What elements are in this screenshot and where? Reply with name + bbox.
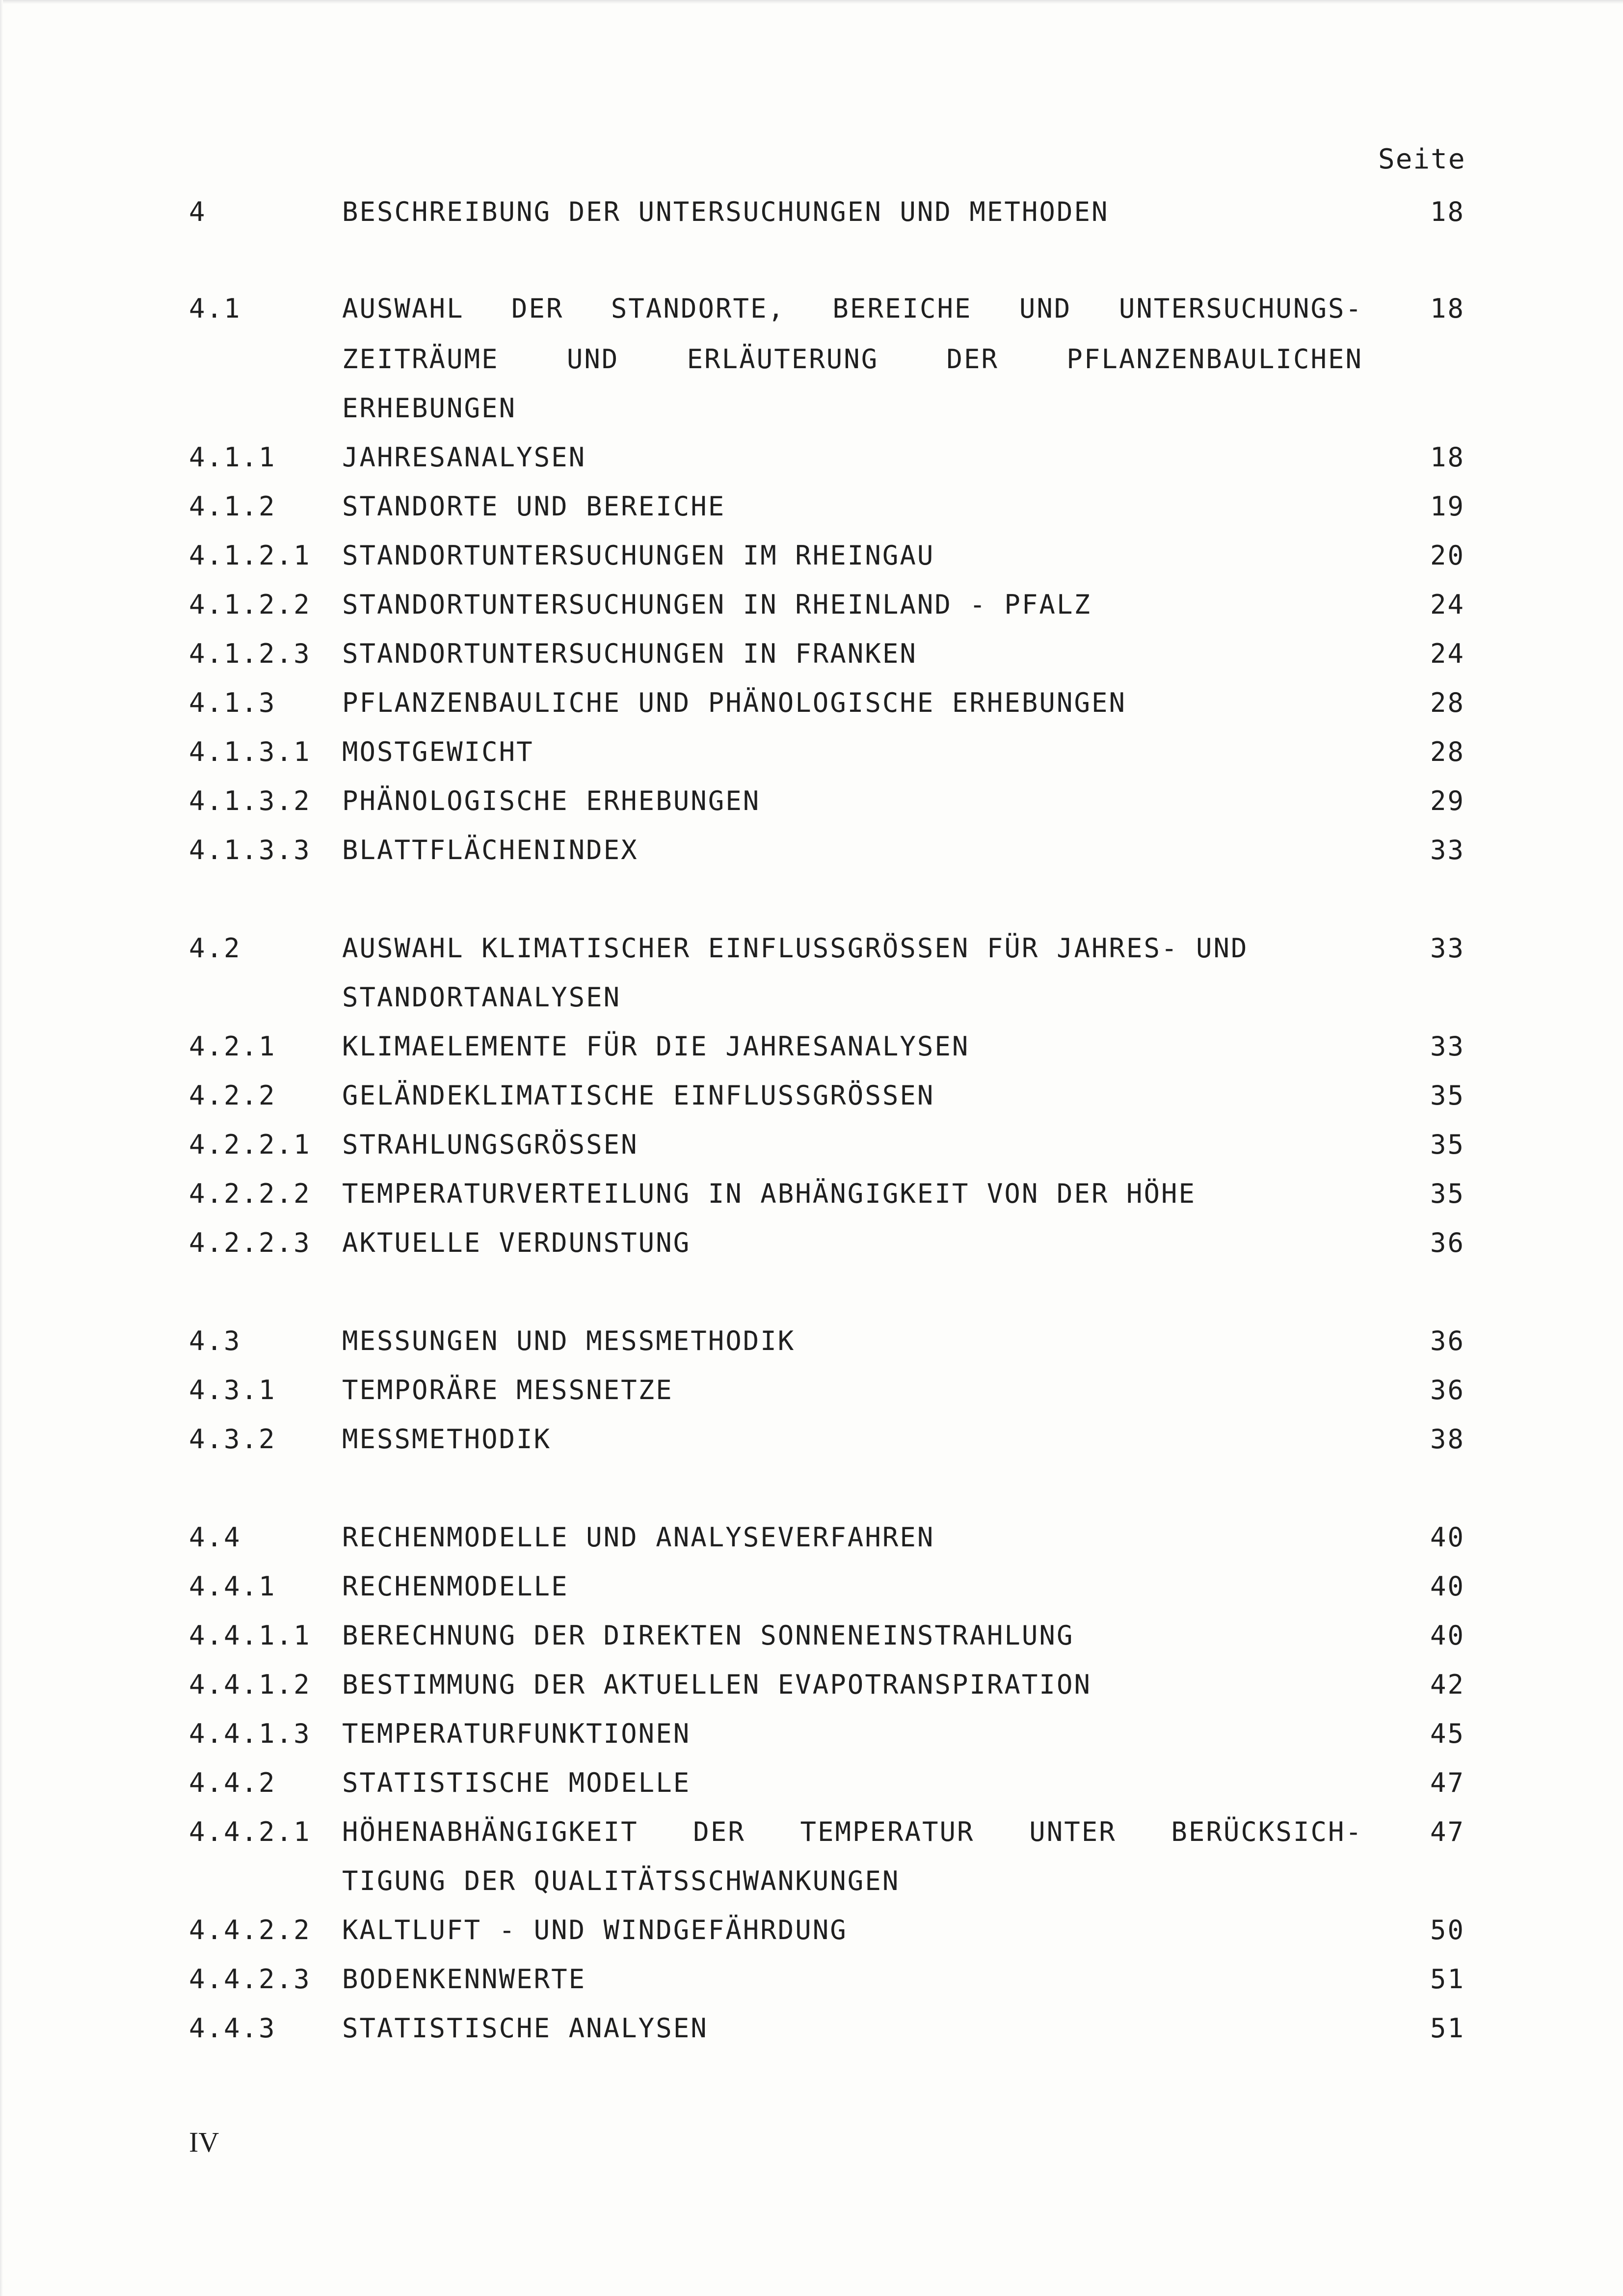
toc-entry [0,785,1623,831]
toc-section-number: 4 [189,196,207,227]
toc-section-number: 4.2.1 [189,1031,276,1062]
toc-page-number: 35 [1430,1129,1465,1160]
toc-page-number: 51 [1430,1964,1465,1995]
toc-section-title: KLIMAELEMENTE FÜR DIE JAHRESANALYSEN [342,1031,970,1062]
toc-section-title: PHÄNOLOGISCHE ERHEBUNGEN [342,785,761,816]
toc-entry [0,1718,1623,1763]
toc-entry [0,1227,1623,1272]
toc-section-title: STATISTISCHE ANALYSEN [342,2013,708,2044]
toc-section-number: 4.4.1.3 [189,1718,311,1749]
toc-entry [0,1424,1623,1469]
page-column-label: Seite [1378,143,1466,175]
footer-page-number: IV [189,2126,219,2158]
toc-section-title: BLATTFLÄCHENINDEX [342,835,639,865]
toc-entry [0,933,1623,978]
toc-page-number: 33 [1430,933,1465,964]
toc-page-number: 33 [1430,1031,1465,1062]
toc-section-title: MESSMETHODIK [342,1424,552,1455]
toc-entry [0,344,1623,389]
toc-entry [0,1915,1623,1960]
toc-page-number: 47 [1430,1816,1465,1847]
toc-page-number: 18 [1430,293,1465,324]
toc-section-title: BODENKENNWERTE [342,1964,586,1995]
toc-section-title: BESTIMMUNG DER AKTUELLEN EVAPOTRANSPIRATION [342,1669,1091,1700]
toc-entry [0,589,1623,634]
toc-page-number: 36 [1430,1375,1465,1405]
toc-page-number: 40 [1430,1620,1465,1651]
toc-section-number: 4.4.2 [189,1767,276,1798]
toc-page-number: 50 [1430,1915,1465,1945]
toc-section-number: 4.1.1 [189,442,276,473]
toc-page-number: 36 [1430,1325,1465,1356]
toc-section-number: 4.2 [189,933,241,964]
toc-entry [0,1571,1623,1616]
toc-page-number: 18 [1430,196,1465,227]
toc-entry [0,1964,1623,2009]
toc-section-title: AKTUELLE VERDUNSTUNG [342,1227,691,1258]
toc-section-number: 4.1.3.2 [189,785,311,816]
toc-section-title: STATISTISCHE MODELLE [342,1767,691,1798]
toc-entry [0,540,1623,585]
toc-section-number: 4.4.1 [189,1571,276,1602]
toc-section-title: KALTLUFT - UND WINDGEFÄHRDUNG [342,1915,848,1945]
toc-page-number: 29 [1430,785,1465,816]
toc-entry [0,1522,1623,1567]
toc-entry [0,1767,1623,1812]
toc-page-number: 42 [1430,1669,1465,1700]
toc-entry [0,1031,1623,1076]
toc-entry [0,638,1623,683]
toc-section-title: TEMPORÄRE MESSNETZE [342,1375,673,1405]
toc-section-number: 4.1.2 [189,491,276,522]
toc-section-title: BESCHREIBUNG DER UNTERSUCHUNGEN UND METHODEN [342,196,1109,227]
toc-page-number: 18 [1430,442,1465,473]
toc-section-title: STANDORTUNTERSUCHUNGEN IN FRANKEN [342,638,917,669]
toc-page-number: 20 [1430,540,1465,571]
toc-section-number: 4.1.3.3 [189,835,311,865]
toc-entry [0,1620,1623,1665]
toc-section-number: 4.2.2.2 [189,1178,311,1209]
toc-entry [0,1325,1623,1371]
toc-section-title: AUSWAHL KLIMATISCHER EINFLUSSGRÖSSEN FÜR JAHRES- UND [342,933,1249,964]
toc-section-number: 4.4.2.3 [189,1964,311,1995]
toc-section-title: BERECHNUNG DER DIREKTEN SONNENEINSTRAHLUNG [342,1620,1074,1651]
toc-page-number: 51 [1430,2013,1465,2044]
toc-section-title: RECHENMODELLE [342,1571,569,1602]
toc-section-number: 4.1.3.1 [189,736,311,767]
toc-entry [0,835,1623,880]
toc-section-title: STANDORTANALYSEN [342,982,621,1013]
toc-section-title: STANDORTUNTERSUCHUNGEN IN RHEINLAND - PFALZ [342,589,1091,620]
toc-section-title: STANDORTE UND BEREICHE [342,491,726,522]
toc-section-title: STANDORTUNTERSUCHUNGEN IM RHEINGAU [342,540,935,571]
toc-section-number: 4.1 [189,293,241,324]
toc-entry [0,1375,1623,1420]
toc-page-number: 24 [1430,638,1465,669]
toc-section-title: GELÄNDEKLIMATISCHE EINFLUSSGRÖSSEN [342,1080,935,1111]
toc-entry [0,1178,1623,1223]
toc-entry [0,442,1623,487]
toc-page-number: 33 [1430,835,1465,865]
toc-section-title: JAHRESANALYSEN [342,442,586,473]
toc-page-number: 28 [1430,687,1465,718]
toc-entry [0,393,1623,438]
toc-entry [0,687,1623,732]
toc-section-number: 4.3 [189,1325,241,1356]
toc-page-number: 40 [1430,1522,1465,1553]
toc-section-number: 4.4.1.2 [189,1669,311,1700]
toc-section-title: AUSWAHL DER STANDORTE, BEREICHE UND UNTERSUCHUNGS- [342,293,1363,324]
toc-page-number: 35 [1430,1178,1465,1209]
toc-section-number: 4.4 [189,1522,241,1553]
toc-section-number: 4.4.2.1 [189,1816,311,1847]
toc-entry [0,491,1623,536]
toc-page-number: 38 [1430,1424,1465,1455]
toc-section-number: 4.2.2 [189,1080,276,1111]
toc-entry [0,1865,1623,1911]
toc-section-title: STRAHLUNGSGRÖSSEN [342,1129,639,1160]
toc-entry [0,1669,1623,1714]
toc-section-title: HÖHENABHÄNGIGKEIT DER TEMPERATUR UNTER BERÜCKSICH- [342,1816,1363,1847]
toc-entry [0,1129,1623,1174]
toc-section-number: 4.1.2.1 [189,540,311,571]
toc-page-number: 28 [1430,736,1465,767]
toc-section-title: TEMPERATURFUNKTIONEN [342,1718,691,1749]
toc-section-number: 4.3.1 [189,1375,276,1405]
toc-page-number: 45 [1430,1718,1465,1749]
toc-section-title: TEMPERATURVERTEILUNG IN ABHÄNGIGKEIT VON DER HÖHE [342,1178,1197,1209]
toc-page-number: 47 [1430,1767,1465,1798]
toc-section-number: 4.4.3 [189,2013,276,2044]
toc-section-number: 4.4.2.2 [189,1915,311,1945]
toc-section-number: 4.1.3 [189,687,276,718]
toc-section-title: ERHEBUNGEN [342,393,517,424]
toc-page-number: 19 [1430,491,1465,522]
toc-entry [0,196,1623,242]
toc-section-title: PFLANZENBAULICHE UND PHÄNOLOGISCHE ERHEBUNGEN [342,687,1126,718]
toc-section-title: MOSTGEWICHT [342,736,534,767]
toc-section-number: 4.1.2.3 [189,638,311,669]
toc-section-number: 4.2.2.3 [189,1227,311,1258]
toc-section-number: 4.2.2.1 [189,1129,311,1160]
toc-entry [0,982,1623,1027]
toc-section-title: MESSUNGEN UND MESSMETHODIK [342,1325,796,1356]
toc-section-number: 4.3.2 [189,1424,276,1455]
toc-section-number: 4.4.1.1 [189,1620,311,1651]
toc-page-number: 24 [1430,589,1465,620]
toc-entry [0,1816,1623,1862]
toc-page-number: 40 [1430,1571,1465,1602]
toc-entry [0,736,1623,782]
toc-page-number: 35 [1430,1080,1465,1111]
toc-entry [0,2013,1623,2058]
toc-section-title: RECHENMODELLE UND ANALYSEVERFAHREN [342,1522,935,1553]
toc-section-title: TIGUNG DER QUALITÄTSSCHWANKUNGEN [342,1865,900,1896]
toc-entry [0,1080,1623,1125]
toc-section-title: ZEITRÄUME UND ERLÄUTERUNG DER PFLANZENBAULICHEN [342,344,1363,375]
toc-section-number: 4.1.2.2 [189,589,311,620]
toc-page-number: 36 [1430,1227,1465,1258]
toc-entry [0,293,1623,338]
